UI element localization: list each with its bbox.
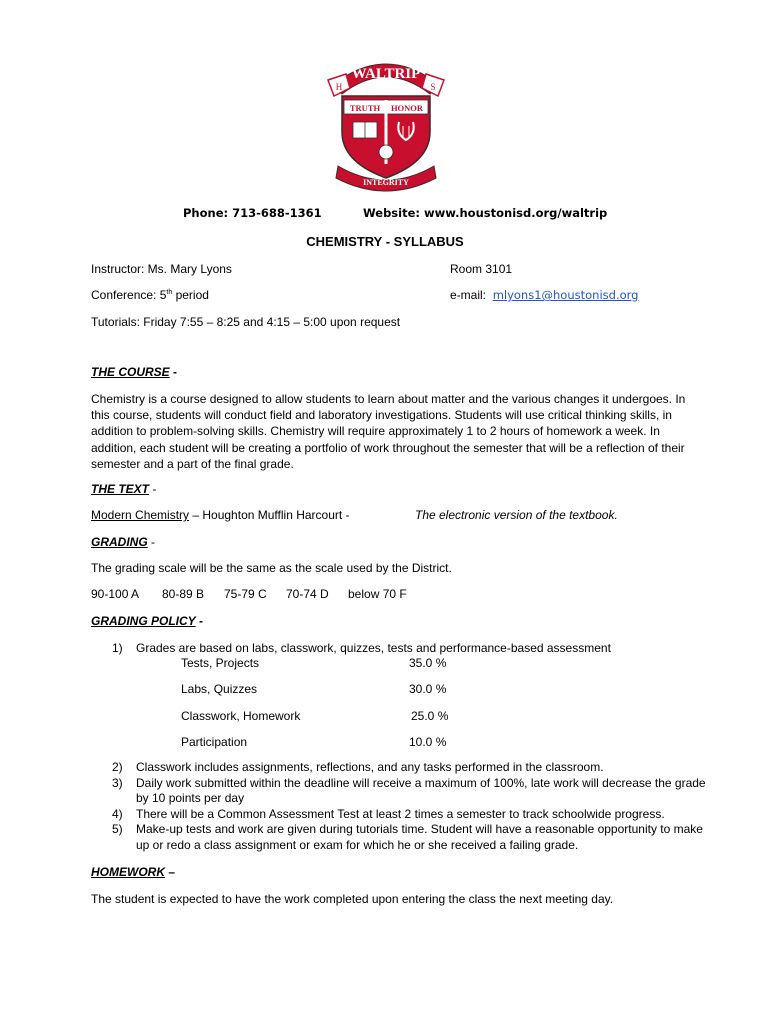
waltrip-crest-logo [320, 44, 452, 192]
course-heading: THE COURSE - [91, 365, 178, 379]
room-number: Room 3101 [450, 262, 513, 276]
page-title: CHEMISTRY - SYLLABUS [306, 234, 464, 249]
svg-text:H: H [335, 82, 343, 92]
weight-value: 35.0 % [409, 656, 447, 670]
grading-intro: The grading scale will be the same as the scale used by the District. [91, 561, 452, 575]
weight-value: 25.0 % [411, 709, 449, 723]
weight-label: Tests, Projects [181, 656, 260, 670]
textbook-title: Modern Chemistry [91, 508, 190, 522]
text-heading: THE TEXT - [91, 482, 157, 496]
policy-list [112, 760, 712, 853]
textbook-line: Modern Chemistry – Houghton Mufflin Harcourt - [91, 508, 350, 522]
policy-item-number: 1) [112, 641, 123, 655]
grading-scale-b: 80-89 B [162, 587, 205, 601]
homework-heading: HOMEWORK – [91, 865, 176, 879]
course-description: Chemistry is a course designed to allow students to learn about matter and the various changes it undergoes. In this course, students will conduct field and laboratory investigations. Students will use critical thinking skills, in addition to problem-solving skills. Chemistry will require approximately 1 to 2 hours of homework a week. In addition, each student will be creating a portfolio of work throughout the semester that will be a reflection of their semester and a part of the final grade. [91, 392, 686, 471]
email-line: e-mail: mlyons1@houstonisd.org [450, 288, 639, 302]
grading-scale-a: 90-100 A [91, 587, 140, 601]
list-item: 2) Classwork includes assignments, reflections, and any tasks performed in the classroom. [112, 760, 604, 774]
grading-heading: GRADING - [91, 535, 156, 549]
weight-label: Labs, Quizzes [181, 682, 258, 696]
grading-scale-c: 75-79 C [224, 587, 267, 601]
instructor-name: Instructor: Ms. Mary Lyons [91, 262, 232, 276]
weight-label: Participation [181, 735, 248, 749]
weight-label: Classwork, Homework [181, 709, 301, 723]
email-link[interactable]: mlyons1@houstonisd.org [492, 288, 639, 302]
svg-text:S: S [430, 82, 436, 92]
crest-banner-text: WALTRIP [351, 66, 421, 82]
conference-period: Conference: 5th period [91, 288, 209, 302]
list-item: 4) There will be a Common Assessment Test at least 2 times a semester to track schoolwide progress. [112, 806, 665, 821]
grading-scale-d: 70-74 D [286, 587, 329, 601]
list-item: 5) Make-up tests and work are given during tutorials time. Student will have a reasonable opportunity to make up or redo a class assignment or exam for which he or she received a failing grade. [112, 822, 703, 852]
svg-text:TRUTH: TRUTH [349, 103, 381, 113]
svg-text:HONOR: HONOR [390, 103, 424, 113]
policy-item-text: Grades are based on labs, classwork, quizzes, tests and performance-based assessment [136, 641, 611, 655]
textbook-note: The electronic version of the textbook. [415, 508, 618, 522]
grading-scale-f: below 70 F [348, 587, 407, 601]
list-item: 3) Daily work submitted within the deadline will receive a maximum of 100%, late work will decrease the grade by 10 points per day [112, 775, 706, 805]
school-website: Website: www.houstonisd.org/waltrip [363, 206, 608, 220]
phone-number: Phone: 713-688-1361 [183, 206, 322, 220]
weight-value: 30.0 % [409, 682, 447, 696]
svg-text:INTEGRITY: INTEGRITY [363, 178, 409, 187]
grading-policy-heading: GRADING POLICY - [91, 614, 204, 628]
homework-description: The student is expected to have the work completed upon entering the class the next meeting day. [91, 892, 614, 906]
weight-value: 10.0 % [409, 735, 447, 749]
tutorials-schedule: Tutorials: Friday 7:55 – 8:25 and 4:15 – 5:00 upon request [91, 315, 401, 329]
